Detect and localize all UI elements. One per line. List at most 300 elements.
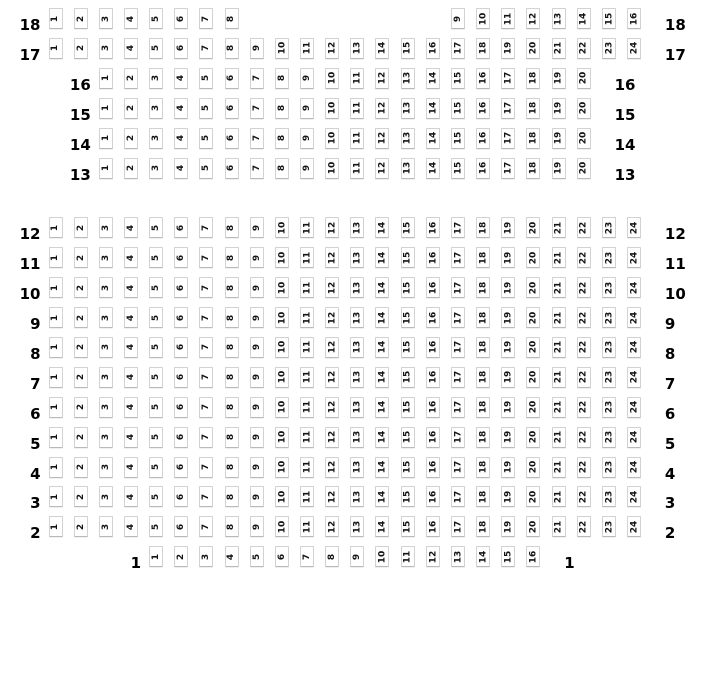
seat[interactable] <box>627 307 641 328</box>
seat[interactable] <box>275 38 289 59</box>
seat[interactable] <box>300 307 314 328</box>
seat[interactable] <box>300 98 314 119</box>
seat[interactable] <box>476 546 490 567</box>
seat[interactable] <box>602 307 616 328</box>
seat[interactable] <box>275 367 289 388</box>
seat[interactable] <box>602 38 616 59</box>
seat[interactable] <box>99 158 113 179</box>
seat[interactable] <box>300 457 314 478</box>
seat[interactable] <box>476 516 490 537</box>
seat[interactable] <box>401 486 415 507</box>
seat[interactable] <box>74 516 88 537</box>
seat[interactable] <box>350 68 364 89</box>
seat[interactable] <box>149 38 163 59</box>
seat[interactable] <box>426 68 440 89</box>
seat[interactable] <box>99 457 113 478</box>
seat[interactable] <box>74 486 88 507</box>
seat[interactable] <box>375 217 389 238</box>
seat[interactable] <box>300 247 314 268</box>
seat[interactable] <box>426 128 440 149</box>
seat[interactable] <box>325 397 339 418</box>
seat[interactable] <box>451 217 465 238</box>
seat[interactable] <box>350 457 364 478</box>
seat[interactable] <box>401 307 415 328</box>
seat[interactable] <box>124 98 138 119</box>
seat[interactable] <box>602 337 616 358</box>
seat[interactable] <box>501 277 515 298</box>
seat[interactable] <box>501 367 515 388</box>
seat[interactable] <box>501 307 515 328</box>
seat[interactable] <box>325 427 339 448</box>
seat[interactable] <box>275 337 289 358</box>
seat[interactable] <box>149 8 163 29</box>
seat[interactable] <box>74 38 88 59</box>
seat[interactable] <box>275 247 289 268</box>
seat[interactable] <box>174 427 188 448</box>
seat[interactable] <box>350 516 364 537</box>
seat[interactable] <box>225 38 239 59</box>
seat[interactable] <box>174 68 188 89</box>
seat[interactable] <box>451 367 465 388</box>
seat[interactable] <box>627 38 641 59</box>
seat[interactable] <box>401 217 415 238</box>
seat[interactable] <box>526 486 540 507</box>
seat[interactable] <box>426 307 440 328</box>
seat[interactable] <box>49 397 63 418</box>
seat[interactable] <box>451 457 465 478</box>
seat[interactable] <box>577 68 591 89</box>
seat[interactable] <box>627 457 641 478</box>
seat[interactable] <box>526 546 540 567</box>
seat[interactable] <box>124 307 138 328</box>
seat[interactable] <box>300 516 314 537</box>
seat[interactable] <box>375 247 389 268</box>
seat[interactable] <box>476 38 490 59</box>
seat[interactable] <box>149 277 163 298</box>
seat[interactable] <box>174 397 188 418</box>
seat[interactable] <box>325 277 339 298</box>
seat[interactable] <box>577 277 591 298</box>
seat[interactable] <box>350 98 364 119</box>
seat[interactable] <box>451 38 465 59</box>
seat[interactable] <box>149 337 163 358</box>
seat[interactable] <box>426 397 440 418</box>
seat[interactable] <box>74 397 88 418</box>
seat[interactable] <box>74 367 88 388</box>
seat[interactable] <box>199 427 213 448</box>
seat[interactable] <box>375 516 389 537</box>
seat[interactable] <box>375 397 389 418</box>
seat[interactable] <box>577 217 591 238</box>
seat[interactable] <box>426 486 440 507</box>
seat[interactable] <box>501 486 515 507</box>
seat[interactable] <box>174 546 188 567</box>
seat[interactable] <box>476 307 490 328</box>
seat[interactable] <box>526 397 540 418</box>
seat[interactable] <box>526 367 540 388</box>
seat[interactable] <box>199 128 213 149</box>
seat[interactable] <box>225 217 239 238</box>
seat[interactable] <box>375 457 389 478</box>
seat[interactable] <box>124 158 138 179</box>
seat[interactable] <box>627 8 641 29</box>
seat[interactable] <box>49 38 63 59</box>
seat[interactable] <box>627 516 641 537</box>
seat[interactable] <box>99 397 113 418</box>
seat[interactable] <box>426 277 440 298</box>
seat[interactable] <box>199 486 213 507</box>
seat[interactable] <box>174 307 188 328</box>
seat[interactable] <box>250 158 264 179</box>
seat[interactable] <box>501 128 515 149</box>
seat[interactable] <box>225 337 239 358</box>
seat[interactable] <box>49 307 63 328</box>
seat[interactable] <box>325 38 339 59</box>
seat[interactable] <box>602 247 616 268</box>
seat[interactable] <box>199 546 213 567</box>
seat[interactable] <box>124 277 138 298</box>
seat[interactable] <box>350 158 364 179</box>
seat[interactable] <box>426 457 440 478</box>
seat[interactable] <box>149 427 163 448</box>
seat[interactable] <box>451 337 465 358</box>
seat[interactable] <box>401 277 415 298</box>
seat[interactable] <box>149 307 163 328</box>
seat[interactable] <box>375 307 389 328</box>
seat[interactable] <box>275 128 289 149</box>
seat[interactable] <box>300 337 314 358</box>
seat[interactable] <box>375 68 389 89</box>
seat[interactable] <box>149 457 163 478</box>
seat[interactable] <box>426 367 440 388</box>
seat[interactable] <box>199 307 213 328</box>
seat[interactable] <box>426 217 440 238</box>
seat[interactable] <box>275 277 289 298</box>
seat[interactable] <box>300 277 314 298</box>
seat[interactable] <box>124 68 138 89</box>
seat[interactable] <box>74 277 88 298</box>
seat[interactable] <box>225 367 239 388</box>
seat[interactable] <box>124 486 138 507</box>
seat[interactable] <box>325 68 339 89</box>
seat[interactable] <box>375 546 389 567</box>
seat[interactable] <box>476 397 490 418</box>
seat[interactable] <box>401 68 415 89</box>
seat[interactable] <box>577 397 591 418</box>
seat[interactable] <box>577 337 591 358</box>
seat[interactable] <box>99 427 113 448</box>
seat[interactable] <box>501 457 515 478</box>
seat[interactable] <box>501 217 515 238</box>
seat[interactable] <box>552 486 566 507</box>
seat[interactable] <box>526 38 540 59</box>
seat[interactable] <box>300 546 314 567</box>
seat[interactable] <box>174 516 188 537</box>
seat[interactable] <box>526 217 540 238</box>
seat[interactable] <box>174 158 188 179</box>
seat[interactable] <box>49 516 63 537</box>
seat[interactable] <box>350 277 364 298</box>
seat[interactable] <box>149 98 163 119</box>
seat[interactable] <box>99 486 113 507</box>
seat[interactable] <box>225 486 239 507</box>
seat[interactable] <box>552 307 566 328</box>
seat[interactable] <box>149 217 163 238</box>
seat[interactable] <box>401 337 415 358</box>
seat[interactable] <box>49 217 63 238</box>
seat[interactable] <box>552 367 566 388</box>
seat[interactable] <box>149 516 163 537</box>
seat[interactable] <box>49 486 63 507</box>
seat[interactable] <box>325 486 339 507</box>
seat[interactable] <box>74 217 88 238</box>
seat[interactable] <box>149 546 163 567</box>
seat[interactable] <box>501 8 515 29</box>
seat[interactable] <box>501 38 515 59</box>
seat[interactable] <box>174 367 188 388</box>
seat[interactable] <box>199 516 213 537</box>
seat[interactable] <box>99 98 113 119</box>
seat[interactable] <box>401 397 415 418</box>
seat[interactable] <box>49 247 63 268</box>
seat[interactable] <box>627 247 641 268</box>
seat[interactable] <box>602 457 616 478</box>
seat[interactable] <box>552 68 566 89</box>
seat[interactable] <box>526 68 540 89</box>
seat[interactable] <box>199 337 213 358</box>
seat[interactable] <box>401 128 415 149</box>
seat[interactable] <box>476 337 490 358</box>
seat[interactable] <box>250 98 264 119</box>
seat[interactable] <box>325 367 339 388</box>
seat[interactable] <box>401 457 415 478</box>
seat[interactable] <box>451 158 465 179</box>
seat[interactable] <box>350 486 364 507</box>
seat[interactable] <box>451 128 465 149</box>
seat[interactable] <box>627 367 641 388</box>
seat[interactable] <box>350 367 364 388</box>
seat[interactable] <box>275 307 289 328</box>
seat[interactable] <box>250 277 264 298</box>
seat[interactable] <box>99 38 113 59</box>
seat[interactable] <box>375 128 389 149</box>
seat[interactable] <box>526 247 540 268</box>
seat[interactable] <box>250 486 264 507</box>
seat[interactable] <box>300 68 314 89</box>
seat[interactable] <box>451 307 465 328</box>
seat[interactable] <box>250 397 264 418</box>
seat[interactable] <box>99 128 113 149</box>
seat[interactable] <box>275 68 289 89</box>
seat[interactable] <box>275 427 289 448</box>
seat[interactable] <box>350 546 364 567</box>
seat[interactable] <box>99 367 113 388</box>
seat[interactable] <box>552 427 566 448</box>
seat[interactable] <box>49 457 63 478</box>
seat[interactable] <box>350 307 364 328</box>
seat[interactable] <box>250 68 264 89</box>
seat[interactable] <box>552 128 566 149</box>
seat[interactable] <box>199 367 213 388</box>
seat[interactable] <box>250 367 264 388</box>
seat[interactable] <box>476 68 490 89</box>
seat[interactable] <box>325 98 339 119</box>
seat[interactable] <box>501 516 515 537</box>
seat[interactable] <box>526 457 540 478</box>
seat[interactable] <box>375 486 389 507</box>
seat[interactable] <box>275 397 289 418</box>
seat[interactable] <box>602 277 616 298</box>
seat[interactable] <box>451 68 465 89</box>
seat[interactable] <box>602 367 616 388</box>
seat[interactable] <box>300 427 314 448</box>
seat[interactable] <box>451 427 465 448</box>
seat[interactable] <box>275 546 289 567</box>
seat[interactable] <box>552 397 566 418</box>
seat[interactable] <box>74 337 88 358</box>
seat[interactable] <box>325 337 339 358</box>
seat[interactable] <box>350 247 364 268</box>
seat[interactable] <box>501 158 515 179</box>
seat[interactable] <box>627 217 641 238</box>
seat[interactable] <box>174 128 188 149</box>
seat[interactable] <box>476 457 490 478</box>
seat[interactable] <box>325 457 339 478</box>
seat[interactable] <box>199 158 213 179</box>
seat[interactable] <box>149 397 163 418</box>
seat[interactable] <box>225 98 239 119</box>
seat[interactable] <box>577 367 591 388</box>
seat[interactable] <box>501 397 515 418</box>
seat[interactable] <box>350 337 364 358</box>
seat[interactable] <box>627 486 641 507</box>
seat[interactable] <box>401 38 415 59</box>
seat[interactable] <box>199 247 213 268</box>
seat[interactable] <box>501 68 515 89</box>
seat[interactable] <box>275 516 289 537</box>
seat[interactable] <box>426 337 440 358</box>
seat[interactable] <box>627 277 641 298</box>
seat[interactable] <box>577 247 591 268</box>
seat[interactable] <box>602 427 616 448</box>
seat[interactable] <box>577 486 591 507</box>
seat[interactable] <box>225 397 239 418</box>
seat[interactable] <box>124 457 138 478</box>
seat[interactable] <box>250 247 264 268</box>
seat[interactable] <box>99 337 113 358</box>
seat[interactable] <box>526 98 540 119</box>
seat[interactable] <box>99 516 113 537</box>
seat[interactable] <box>526 128 540 149</box>
seat[interactable] <box>199 397 213 418</box>
seat[interactable] <box>476 486 490 507</box>
seat[interactable] <box>451 397 465 418</box>
seat[interactable] <box>451 8 465 29</box>
seat[interactable] <box>501 427 515 448</box>
seat[interactable] <box>225 128 239 149</box>
seat[interactable] <box>476 277 490 298</box>
seat[interactable] <box>350 217 364 238</box>
seat[interactable] <box>149 247 163 268</box>
seat[interactable] <box>375 427 389 448</box>
seat[interactable] <box>300 38 314 59</box>
seat[interactable] <box>124 8 138 29</box>
seat[interactable] <box>401 247 415 268</box>
seat[interactable] <box>99 8 113 29</box>
seat[interactable] <box>275 486 289 507</box>
seat[interactable] <box>577 307 591 328</box>
seat[interactable] <box>401 367 415 388</box>
seat[interactable] <box>552 337 566 358</box>
seat[interactable] <box>300 367 314 388</box>
seat[interactable] <box>225 158 239 179</box>
seat[interactable] <box>325 247 339 268</box>
seat[interactable] <box>627 337 641 358</box>
seat[interactable] <box>49 367 63 388</box>
seat[interactable] <box>476 98 490 119</box>
seat[interactable] <box>552 247 566 268</box>
seat[interactable] <box>501 247 515 268</box>
seat[interactable] <box>250 337 264 358</box>
seat[interactable] <box>174 486 188 507</box>
seat[interactable] <box>124 337 138 358</box>
seat[interactable] <box>225 546 239 567</box>
seat[interactable] <box>74 427 88 448</box>
seat[interactable] <box>174 8 188 29</box>
seat[interactable] <box>325 307 339 328</box>
seat[interactable] <box>350 427 364 448</box>
seat[interactable] <box>199 38 213 59</box>
seat[interactable] <box>401 546 415 567</box>
seat[interactable] <box>124 367 138 388</box>
seat[interactable] <box>375 367 389 388</box>
seat[interactable] <box>526 8 540 29</box>
seat[interactable] <box>476 8 490 29</box>
seat[interactable] <box>49 337 63 358</box>
seat[interactable] <box>250 427 264 448</box>
seat[interactable] <box>476 367 490 388</box>
seat[interactable] <box>401 427 415 448</box>
seat[interactable] <box>250 546 264 567</box>
seat[interactable] <box>476 427 490 448</box>
seat[interactable] <box>426 546 440 567</box>
seat[interactable] <box>602 8 616 29</box>
seat[interactable] <box>451 98 465 119</box>
seat[interactable] <box>174 337 188 358</box>
seat[interactable] <box>325 516 339 537</box>
seat[interactable] <box>350 397 364 418</box>
seat[interactable] <box>99 277 113 298</box>
seat[interactable] <box>426 427 440 448</box>
seat[interactable] <box>602 397 616 418</box>
seat[interactable] <box>174 457 188 478</box>
seat[interactable] <box>74 457 88 478</box>
seat[interactable] <box>526 337 540 358</box>
seat[interactable] <box>552 8 566 29</box>
seat[interactable] <box>300 397 314 418</box>
seat[interactable] <box>577 158 591 179</box>
seat[interactable] <box>552 277 566 298</box>
seat[interactable] <box>275 457 289 478</box>
seat[interactable] <box>552 516 566 537</box>
seat[interactable] <box>225 277 239 298</box>
seat[interactable] <box>526 277 540 298</box>
seat[interactable] <box>99 68 113 89</box>
seat[interactable] <box>451 277 465 298</box>
seat[interactable] <box>426 247 440 268</box>
seat[interactable] <box>375 158 389 179</box>
seat[interactable] <box>300 217 314 238</box>
